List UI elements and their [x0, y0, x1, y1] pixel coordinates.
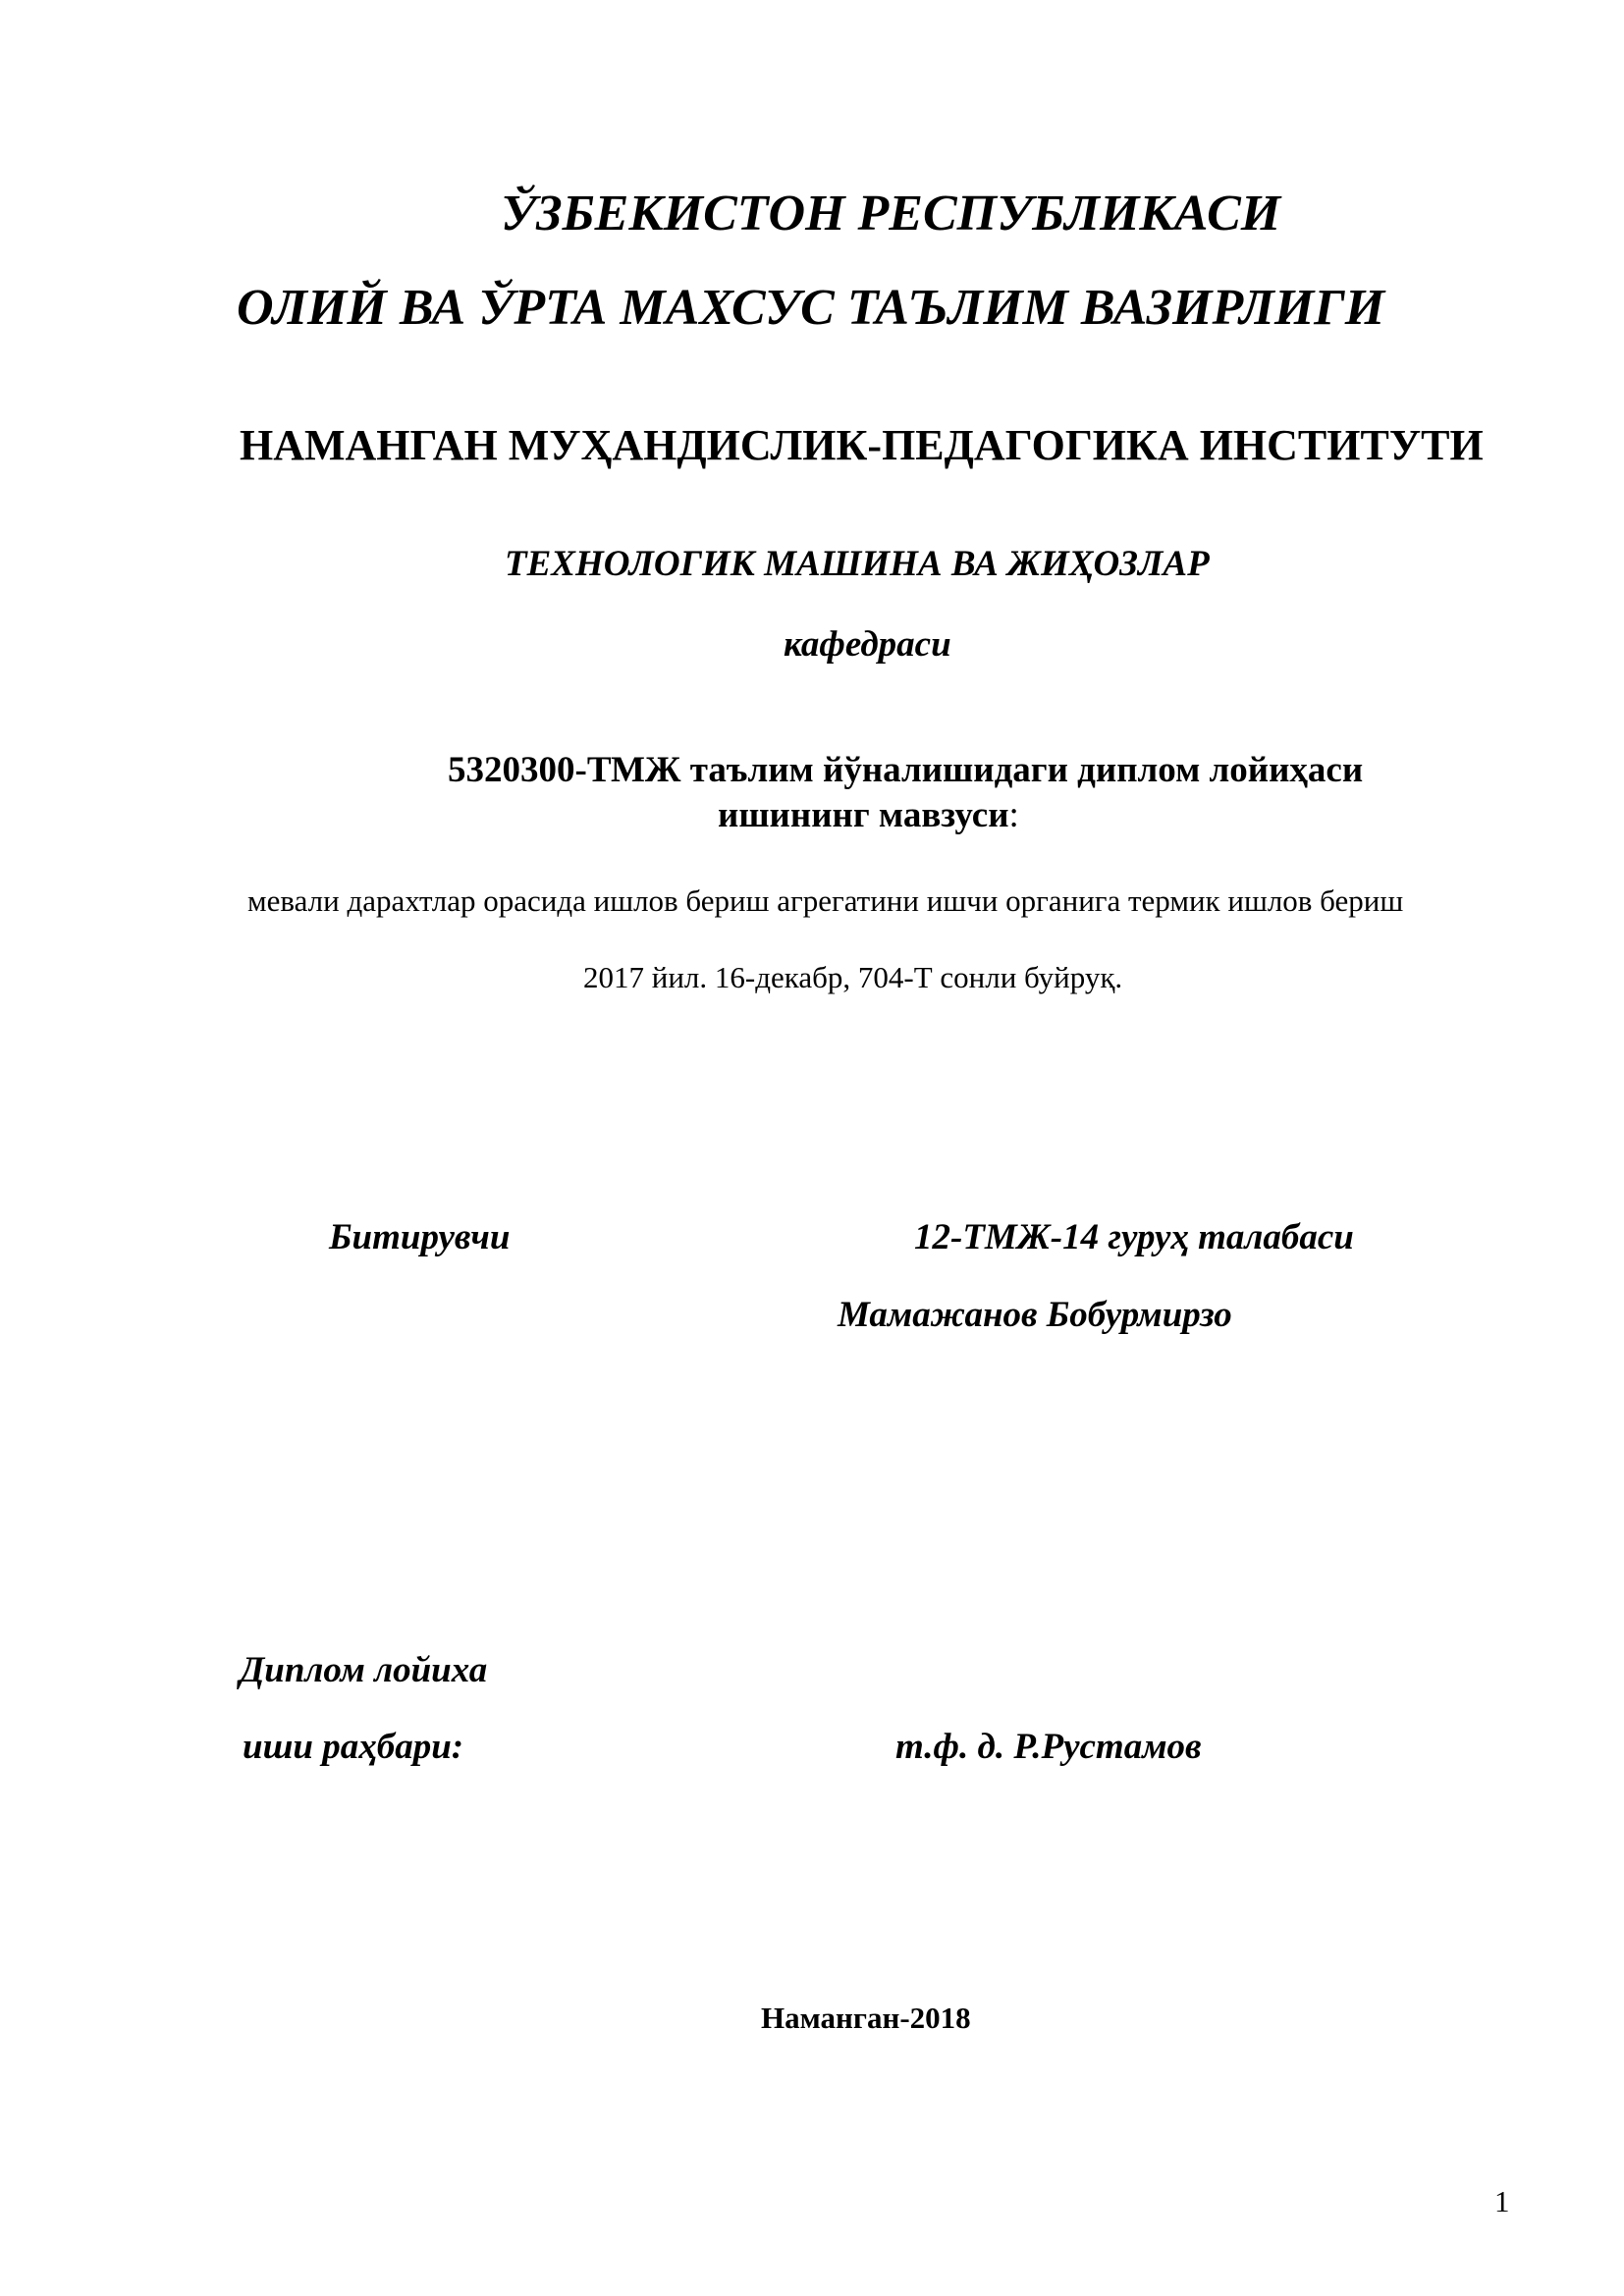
graduate-name: Мамажанов Бобурмирзо [838, 1295, 1232, 1335]
topic-line-2-colon: : [1008, 795, 1019, 835]
republic-heading: ЎЗБЕКИСТОН РЕСПУБЛИКАСИ [501, 186, 1281, 241]
department-word: кафедраси [784, 624, 951, 665]
topic-line-2 [718, 797, 1019, 833]
supervisor-name: т.ф. д. Р.Рустамов [895, 1727, 1202, 1767]
thesis-topic: мевали дарахтлар орасида ишлов бериш агрегатини ишчи органига термик ишлов бериш [247, 883, 1404, 918]
department-name: ТЕХНОЛОГИК МАШИНА ВА ЖИҲОЗЛАР [505, 544, 1210, 584]
supervisor-label-line-2: иши раҳбари: [243, 1727, 464, 1767]
ministry-heading: ОЛИЙ ВА ЎРТА МАХСУС ТАЪЛИМ ВАЗИРЛИГИ [237, 280, 1385, 336]
topic-line-2-text: ишининг мавзуси [718, 795, 1009, 835]
page-number: 1 [1494, 2184, 1510, 2218]
city-year: Наманган-2018 [761, 2001, 971, 2035]
institute-heading: НАМАНГАН МУҲАНДИСЛИК-ПЕДАГОГИКА ИНСТИТУТИ [240, 421, 1484, 469]
supervisor-label-line-1: Диплом лойиха [240, 1650, 488, 1690]
graduate-group: 12-ТМЖ-14 гуруҳ талабаси [914, 1217, 1354, 1257]
graduate-label: Битирувчи [329, 1217, 511, 1257]
topic-line-1: 5320300-ТМЖ таълим йўналишидаги диплом лойиҳаси [448, 750, 1364, 790]
order-reference: 2017 йил. 16-декабр, 704-Т сонли буйруқ. [583, 960, 1123, 994]
